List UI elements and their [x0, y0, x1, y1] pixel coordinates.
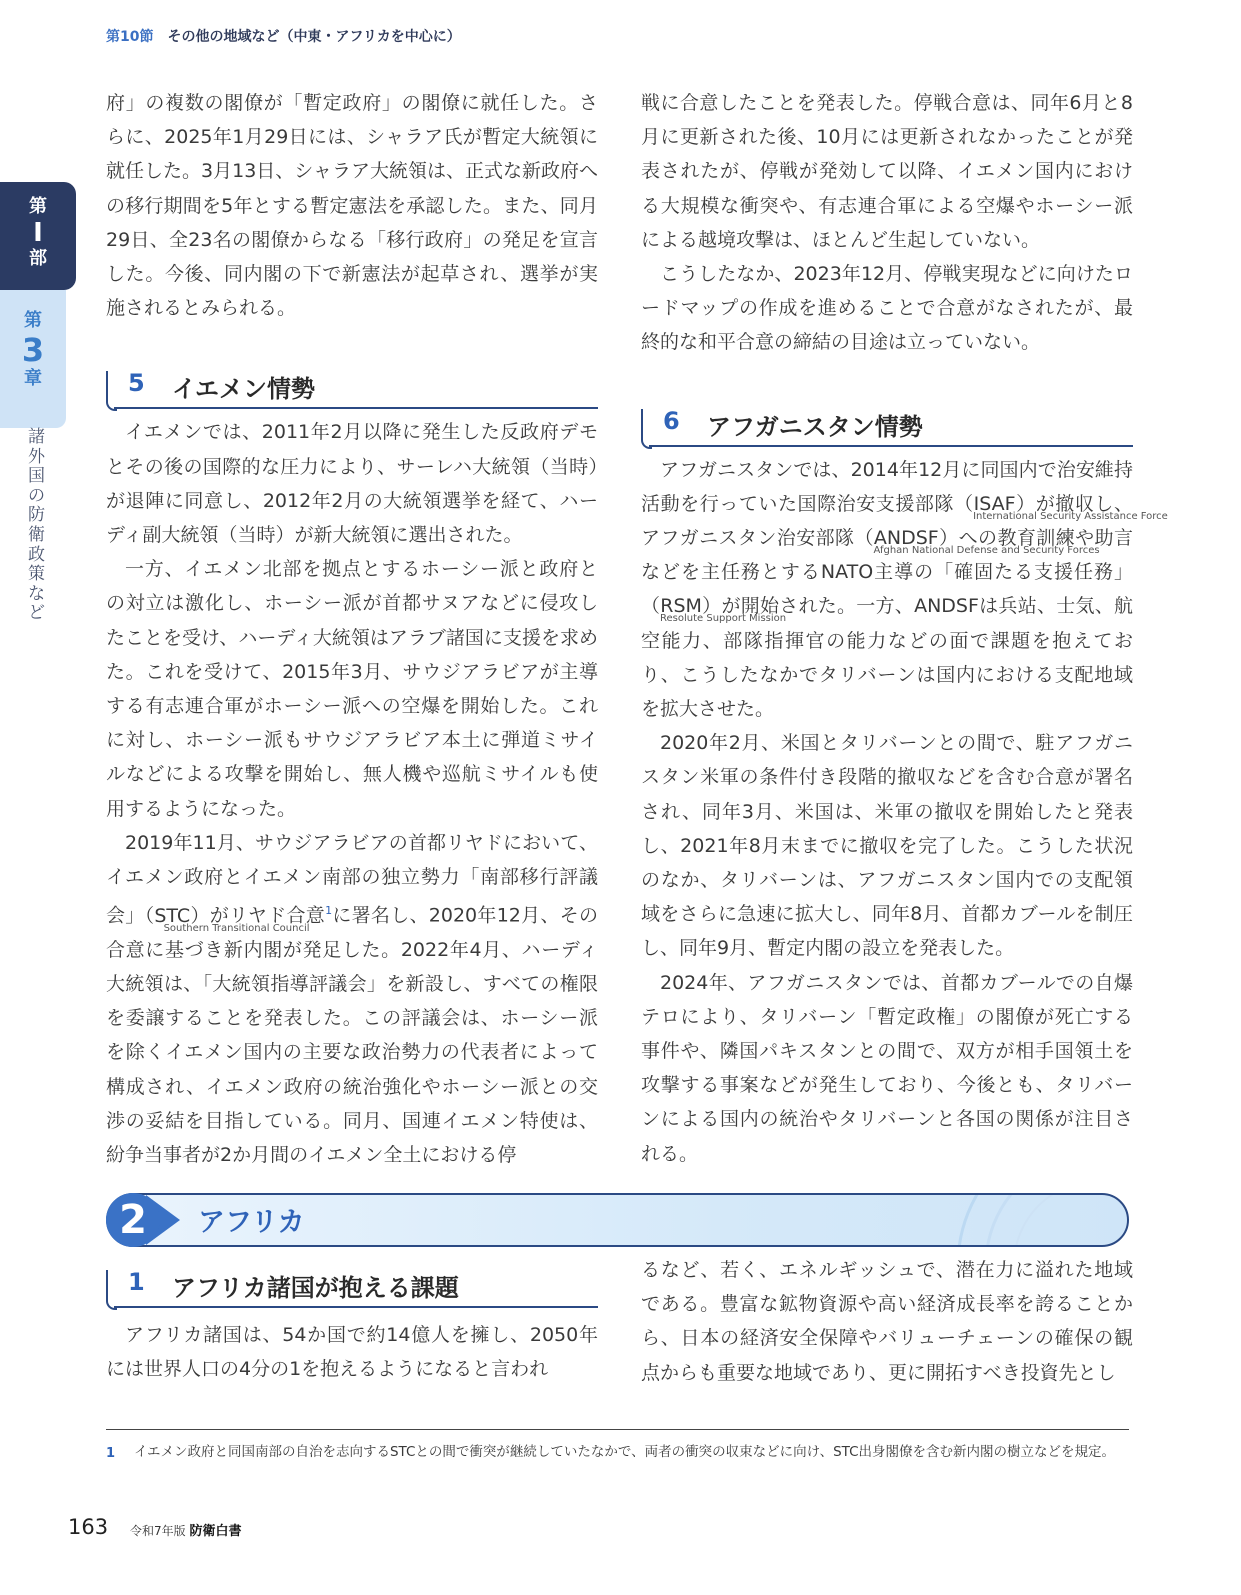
chapter-tab-bottom: 章	[24, 368, 42, 389]
paragraph-afghan-3: 2024年、アフガニスタンでは、首都カブールでの自爆テロにより、タリバーン「暫定政権」の閣僚が死亡する事件や、隣国パキスタンとの間で、双方が相手国領土を攻撃する事案などが発生しており、今後とも、タリバーンによる国内の統治やタリバーンと各国の関係が注目される。	[641, 971, 1133, 1165]
chapter-tab-top: 第	[24, 310, 42, 331]
footnote-number: 1	[106, 1446, 116, 1461]
text-run: が撤収し、アフガニスタン治安部隊	[641, 492, 1133, 550]
text-run: 2019年11月、サウジアラビアの首都リヤドにおいて、イエメン政府とイエメン南部の独立勢力「南部移行評議会」	[106, 831, 598, 927]
banner-number: 2	[106, 1193, 160, 1247]
banner-title: アフリカ	[198, 1207, 305, 1238]
footnote-divider	[106, 1429, 1129, 1430]
section-title: その他の地域など（中東・アフリカを中心に）	[167, 29, 461, 45]
rsm-abbr	[641, 595, 787, 625]
paragraph-yemen-1: イエメンでは、2011年2月以降に発生した反政府デモとその後の国際的な圧力により、サーレハ大統領（当時）が退陣に同意し、2012年2月の大統領選挙を経て、ハーディ副大統領（当時）が新大統領に選出された。	[106, 421, 598, 547]
andsf-abbr	[854, 527, 1100, 557]
chapter-tab	[0, 290, 66, 428]
paragraph-afghan-2: 2020年2月、米国とタリバーンとの間で、駐アフガニスタン米軍の条件付き段階的撤収などを含む合意が署名され、同年3月、米国は、米軍の撤収を開始したと発表し、2021年8月末までに撤収を完了した。こうした状況のなか、タリバーンは、アフガニスタン国内での支配領域をさらに急速に拡大し、同年8月、首都カブールを制圧し、同年9月、暫定内閣の設立を発表した。	[641, 732, 1133, 960]
heading-title: アフガニスタン情勢	[707, 412, 923, 441]
left-column	[106, 86, 598, 1172]
rsm-ruby: Resolute Support Mission	[660, 613, 787, 625]
part-tab-top: 第	[29, 196, 47, 217]
part-tab-bottom: 部	[29, 248, 47, 269]
publication-name	[130, 1520, 241, 1539]
book-title: 防衛白書	[189, 1524, 242, 1539]
paragraph-yemen-3	[106, 826, 598, 1172]
right-column-lower	[641, 1253, 1133, 1390]
paragraph-afghan-1	[641, 453, 1168, 727]
heading-number: 1	[128, 1268, 145, 1296]
running-header	[106, 26, 461, 46]
paragraph-syria-end: 府」の複数の閣僚が「暫定政府」の閣僚に就任した。さらに、2025年1月29日には、シャラア氏が暫定大統領に就任した。3月13日、シャラア大統領は、正式な新政府への移行期間を5年とする暫定憲法を承認した。また、同月29日、全23名の閣僚からなる「移行政府」の発足を宣言した。今後、同内閣の下で新憲法が起草され、選挙が実施されるとみられる。	[106, 92, 598, 320]
abbr-text: （ISAF）	[954, 492, 1036, 515]
stc-ruby: Southern Transitional Council	[163, 922, 310, 934]
text-run: がリヤド合意	[209, 904, 326, 927]
paragraph-roadmap: こうしたなか、2023年12月、停戦実現などに向けたロードマップの作成を進めることで合意がなされたが、最終的な和平合意の締結の目途は立っていない。	[641, 263, 1133, 354]
text-run: が開始された。一方、ANDSFは兵站、士気、航空能力、部隊指揮官の能力などの面で課題を抱えており、こうしたなかでタリバーンは国内における支配地域を拡大させた。	[641, 595, 1133, 721]
heading-afghanistan	[641, 401, 1133, 451]
paragraph-africa-2: るなど、若く、エネルギッシュで、潜在力に溢れた地域である。豊富な鉱物資源や高い経済成長率を誇ることから、日本の経済安全保障やバリューチェーンの確保の観点からも重要な地域であり、更に開拓すべき投資先とし	[641, 1259, 1133, 1384]
paragraph-yemen-ceasefire: 戦に合意したことを発表した。停戦合意は、同年6月と8月に更新された後、10月には更新されなかったことが発表されたが、停戦が発効して以降、イエメン国内における大規模な衝突や、有志連合軍による空爆やホーシー派による越境攻撃は、ほとんど生起していない。	[641, 92, 1133, 251]
abbr-text: （RSM）	[641, 595, 722, 618]
abbr-text: （ANDSF）	[854, 527, 959, 550]
part-tab	[0, 182, 76, 290]
heading-yemen	[106, 363, 598, 413]
footnote-ref[interactable]: 1	[325, 904, 333, 918]
edition-label: 令和7年版	[130, 1524, 186, 1538]
chapter-title-vertical: 諸外国の防衛政策など	[28, 427, 45, 624]
heading-africa-issues	[106, 1262, 598, 1312]
paragraph-yemen-2: 一方、イエメン北部を拠点とするホーシー派と政府との対立は激化し、ホーシー派が首都サヌアなどに侵攻したことを受け、ハーディ大統領はアラブ諸国に支援を求めた。これを受けて、2015年3月、サウジアラビアが主導する有志連合軍がホーシー派への空爆を開始した。これに対し、ホーシー派もサウジアラビア本土に弾道ミサイルなどによる攻撃を開始し、無人機や巡航ミサイルも使用するようになった。	[106, 558, 598, 820]
page-number: 163	[68, 1515, 109, 1539]
footnote-text: イエメン政府と同国南部の自治を志向するSTCとの間で衝突が継続していたなかで、両者の衝突の収束などに向け、STC出身閣僚を含む新内閣の樹立などを規定。	[134, 1444, 1116, 1460]
heading-number: 6	[663, 406, 680, 435]
part-tab-number: Ⅰ	[33, 218, 43, 248]
heading-title: アフリカ諸国が抱える課題	[172, 1274, 459, 1302]
text-run: への教育訓練や助言などを主任務とするNATO主導の「確固たる支援任務」	[641, 527, 1133, 584]
abbr-text: （STC）	[144, 904, 210, 927]
text-run: に署名し、2020年12月、その合意に基づき新内閣が発足した。2022年4月、ハーディ大統領は、「大統領指導評議会」を新設し、すべての権限を委譲することを発表した。この評議会は、ホーシー派を除くイエメン国内の主要な政治勢力の代表者によって構成され、イエメン政府の統治強化やホーシー派との交渉の妥結を目指している。同月、国連イエメン特使は、紛争当事者が2か月間のイエメン全土における停	[106, 904, 599, 1167]
heading-number: 5	[128, 369, 145, 398]
chapter-tab-number: 3	[21, 331, 45, 369]
isaf-ruby: International Security Assistance Force	[973, 510, 1168, 522]
section-banner-africa	[106, 1193, 1129, 1247]
paragraph-africa-1: アフリカ諸国は、54か国で約14億人を擁し、2050年には世界人口の4分の1を抱えるようになると言われ	[106, 1324, 598, 1381]
text-run: アフガニスタンでは、2014年12月に同国内で治安維持活動を行っていた国際治安支援部隊	[641, 458, 1133, 515]
isaf-abbr	[954, 492, 1168, 522]
section-label: 第10節	[106, 29, 154, 45]
left-column-lower	[106, 1262, 598, 1386]
andsf-ruby: Afghan National Defense and Security Forces	[873, 545, 1100, 557]
right-column	[641, 86, 1168, 1171]
heading-title: イエメン情勢	[172, 375, 316, 404]
